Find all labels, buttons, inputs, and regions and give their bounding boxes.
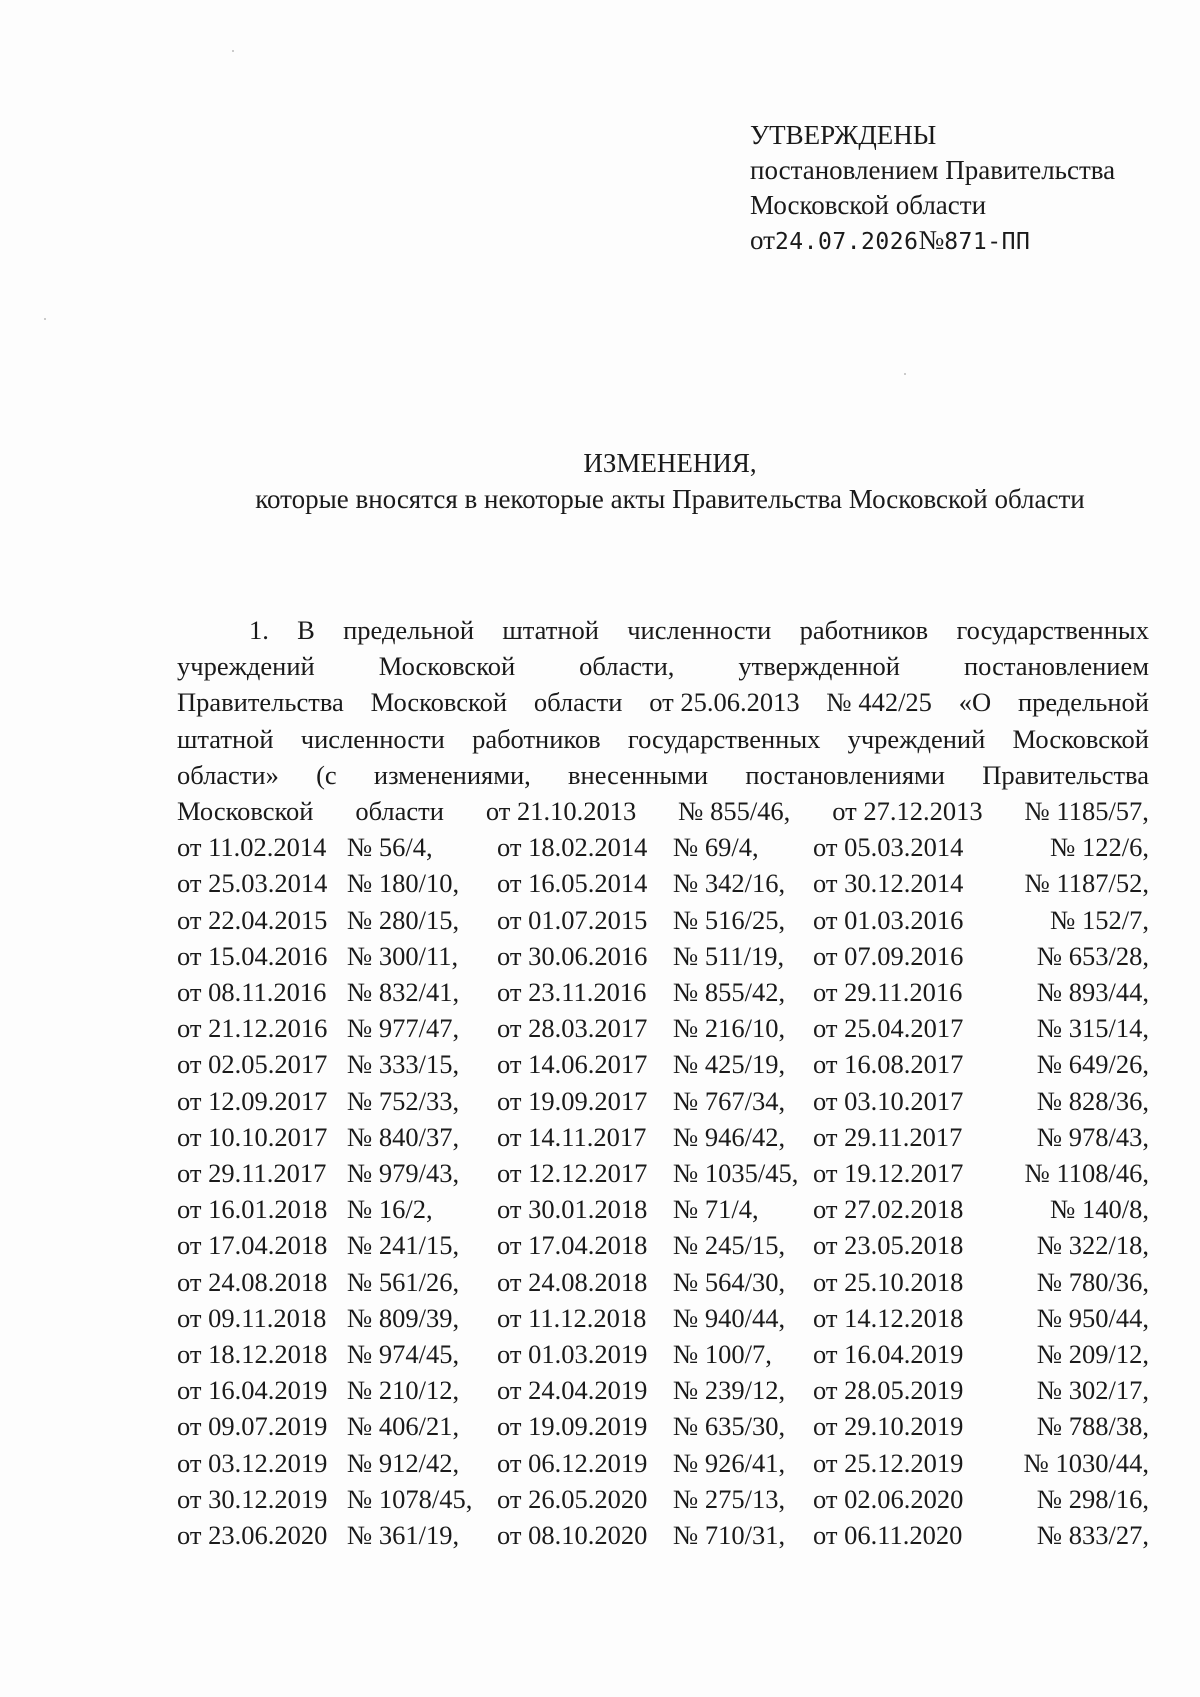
paragraph-word: области» [177, 759, 279, 790]
reference-number: № 752/33, [347, 1085, 460, 1116]
reference-number: № 16/2, [347, 1194, 433, 1225]
reference-number: № 275/13, [673, 1483, 786, 1514]
reference-number: № 978/43, [1036, 1121, 1149, 1152]
reference-row [177, 1119, 1149, 1155]
reference-date: от 01.03.2016 [813, 904, 964, 935]
paragraph-line [177, 684, 1149, 720]
reference-date: от 24.04.2019 [497, 1375, 648, 1406]
reference-date: от 25.03.2014 [177, 868, 328, 899]
reference-number: № 140/8, [1050, 1194, 1149, 1225]
paragraph-word: постановлениями [745, 759, 945, 790]
reference-date: от 23.05.2018 [813, 1230, 964, 1261]
reference-number: № 342/16, [673, 868, 786, 899]
paragraph-word: учреждений [847, 723, 986, 754]
reference-date: от 02.05.2017 [177, 1049, 328, 1080]
paragraph-word: штатной [177, 723, 274, 754]
paragraph-word: № 442/25 [826, 687, 932, 718]
reference-date: от 26.05.2020 [497, 1483, 648, 1514]
approval-date: 24.07.2026 [774, 229, 919, 255]
reference-number: № 767/34, [673, 1085, 786, 1116]
paragraph-word: государственных [956, 615, 1149, 645]
reference-number: № 926/41, [673, 1447, 786, 1478]
reference-date: от 14.06.2017 [497, 1049, 648, 1080]
reference-date: от 03.12.2019 [177, 1447, 328, 1478]
document-title: ИЗМЕНЕНИЯ, [583, 448, 757, 478]
reference-number: № 653/28, [1036, 940, 1149, 971]
paragraph-word: В [297, 615, 315, 645]
reference-number: № 322/18, [1036, 1230, 1149, 1261]
reference-number: № 979/43, [347, 1158, 460, 1189]
reference-date: от 18.12.2018 [177, 1339, 328, 1370]
approval-date-prefix: от [750, 225, 775, 255]
reference-date: от 12.09.2017 [177, 1085, 328, 1116]
reference-number: № 180/10, [347, 868, 460, 899]
reference-date: от 12.12.2017 [497, 1158, 648, 1189]
reference-row [177, 829, 1149, 865]
paragraph-word: штатной [502, 615, 599, 645]
paragraph-word: предельной [343, 615, 475, 645]
approval-line-1: постановлением Правительства [750, 155, 1116, 185]
reference-date: от 23.11.2016 [497, 977, 647, 1008]
reference-number: № 833/27, [1036, 1520, 1149, 1551]
reference-number: № 855/42, [673, 977, 786, 1008]
reference-number: № 245/15, [673, 1230, 786, 1261]
approval-stamp-block [750, 118, 1115, 260]
reference-row [177, 1300, 1149, 1336]
reference-number: № 361/19, [347, 1520, 460, 1551]
scan-speck [232, 50, 234, 52]
reference-number: № 788/38, [1036, 1411, 1149, 1442]
reference-date: от 02.06.2020 [813, 1483, 964, 1514]
reference-date: от 27.02.2018 [813, 1194, 964, 1225]
reference-number: № 977/47, [347, 1013, 460, 1044]
reference-number: № 100/7, [673, 1339, 772, 1370]
reference-date: от 11.12.2018 [497, 1302, 647, 1333]
reference-date: от 28.03.2017 [497, 1013, 648, 1044]
reference-date: от 15.04.2016 [177, 940, 328, 971]
reference-date: от 14.12.2018 [813, 1302, 964, 1333]
reference-row [177, 1046, 1149, 1082]
reference-number: № 974/45, [347, 1339, 460, 1370]
reference-number: № 780/36, [1036, 1266, 1149, 1297]
reference-number: № 298/16, [1036, 1483, 1149, 1514]
paragraph-line [177, 757, 1149, 793]
reference-date: от 30.01.2018 [497, 1194, 648, 1225]
reference-row [177, 1010, 1149, 1046]
reference-row [177, 974, 1149, 1010]
reference-date: от 08.10.2020 [497, 1520, 648, 1551]
reference-number: № 239/12, [673, 1375, 786, 1406]
reference-date: от 16.04.2019 [177, 1375, 328, 1406]
reference-number: № 561/26, [347, 1266, 460, 1297]
reference-number: № 828/36, [1036, 1085, 1149, 1116]
reference-date: от 07.09.2016 [813, 940, 964, 971]
reference-number: № 122/6, [1050, 832, 1149, 863]
reference-number: № 1108/46, [1024, 1158, 1149, 1189]
reference-date: от 21.12.2016 [177, 1013, 328, 1044]
approval-number-prefix: № [918, 225, 945, 255]
reference-number: № 209/12, [1036, 1339, 1149, 1370]
reference-row [177, 1481, 1149, 1517]
paragraph-line [177, 612, 1149, 648]
paragraph-line [177, 793, 1149, 829]
reference-number: № 1187/52, [1024, 868, 1149, 899]
paragraph-word: области [533, 687, 623, 718]
reference-date: от 01.07.2015 [497, 904, 648, 935]
reference-row [177, 902, 1149, 938]
paragraph-word: предельной [1017, 687, 1149, 718]
reference-number: № 333/15, [347, 1049, 460, 1080]
reference-date: от 06.12.2019 [497, 1447, 648, 1478]
paragraph-word: Московской [1012, 723, 1149, 754]
reference-date: от 16.08.2017 [813, 1049, 964, 1080]
reference-number: № 280/15, [347, 904, 460, 935]
paragraph-word: Правительства [982, 759, 1149, 790]
scan-speck [44, 318, 46, 320]
reference-date: от 30.12.2019 [177, 1483, 328, 1514]
paragraph-word: численности [627, 615, 772, 645]
paragraph-word: Московской [370, 687, 508, 718]
reference-row [177, 1155, 1149, 1191]
reference-number: № 152/7, [1050, 904, 1149, 935]
reference-number: № 1030/44, [1023, 1447, 1149, 1478]
reference-date: от 17.04.2018 [497, 1230, 648, 1261]
reference-date: от 25.04.2017 [813, 1013, 964, 1044]
reference-date: от 19.09.2019 [497, 1411, 648, 1442]
reference-number: № 300/11, [347, 940, 459, 971]
reference-number: № 946/42, [673, 1121, 786, 1152]
reference-row [177, 1517, 1149, 1553]
reference-date: от 16.05.2014 [497, 868, 648, 899]
reference-date: от 10.10.2017 [177, 1121, 328, 1152]
reference-number: № 564/30, [673, 1266, 786, 1297]
reference-row [177, 1445, 1149, 1481]
paragraph-word: постановлением [963, 651, 1149, 682]
reference-date: от 17.04.2018 [177, 1230, 328, 1261]
reference-number: № 516/25, [673, 904, 786, 935]
approval-heading: УТВЕРЖДЕНЫ [750, 120, 937, 150]
paragraph-word: 1. [249, 615, 269, 645]
reference-number: № 950/44, [1036, 1302, 1149, 1333]
reference-date: от 29.11.2017 [813, 1121, 963, 1152]
reference-date: от 11.02.2014 [177, 832, 327, 863]
reference-number: № 210/12, [347, 1375, 460, 1406]
paragraph-word: области [355, 796, 444, 827]
paragraph-1 [177, 612, 1149, 1553]
paragraph-word: работников [799, 615, 929, 645]
paragraph-line [177, 648, 1149, 684]
document-heading [0, 445, 1200, 517]
reference-date: от 29.11.2016 [813, 977, 963, 1008]
reference-number: № 406/21, [347, 1411, 460, 1442]
reference-date: от 01.03.2019 [497, 1339, 648, 1370]
reference-row [177, 1336, 1149, 1372]
reference-date: от 08.11.2016 [177, 977, 327, 1008]
reference-row [177, 1408, 1149, 1444]
reference-number: № 216/10, [673, 1013, 786, 1044]
reference-date: от 03.10.2017 [813, 1085, 964, 1116]
reference-date: от 25.10.2018 [813, 1266, 964, 1297]
reference-number: № 71/4, [673, 1194, 759, 1225]
reference-date: от 24.08.2018 [177, 1266, 328, 1297]
reference-date: от 06.11.2020 [813, 1520, 963, 1551]
reference-date: от 22.04.2015 [177, 904, 328, 935]
reference-date: от 16.01.2018 [177, 1194, 328, 1225]
reference-date: от 14.11.2017 [497, 1121, 647, 1152]
paragraph-word: численности [300, 723, 445, 754]
paragraph-word: (с [316, 759, 337, 790]
reference-row [177, 865, 1149, 901]
paragraph-word: № 855/46, [678, 796, 791, 827]
document-subtitle: которые вносятся в некоторые акты Правительства Московской области [255, 484, 1085, 514]
reference-date: от 09.11.2018 [177, 1302, 327, 1333]
reference-row [177, 1227, 1149, 1263]
reference-date: от 09.07.2019 [177, 1411, 328, 1442]
reference-date: от 05.03.2014 [813, 832, 964, 863]
reference-number: № 425/19, [673, 1049, 786, 1080]
reference-date: от 25.12.2019 [813, 1447, 964, 1478]
reference-row [177, 938, 1149, 974]
reference-number: № 809/39, [347, 1302, 460, 1333]
reference-number: № 315/14, [1036, 1013, 1149, 1044]
reference-number: № 302/17, [1036, 1375, 1149, 1406]
paragraph-word: области, [579, 651, 675, 682]
paragraph-word: изменениями, [373, 759, 531, 790]
reference-number: № 69/4, [673, 832, 759, 863]
reference-date: от 16.04.2019 [813, 1339, 964, 1370]
reference-number: № 893/44, [1036, 977, 1149, 1008]
reference-row [177, 1372, 1149, 1408]
approval-date-line [750, 223, 1115, 260]
reference-number: № 912/42, [347, 1447, 460, 1478]
reference-number: № 241/15, [347, 1230, 460, 1261]
paragraph-word: учреждений [177, 651, 315, 682]
paragraph-word: утвержденной [738, 651, 900, 682]
reference-date: от 28.05.2019 [813, 1375, 964, 1406]
reference-number: № 832/41, [347, 977, 460, 1008]
paragraph-word: государственных [627, 723, 821, 754]
reference-number: № 1078/45, [347, 1483, 473, 1514]
paragraph-word: от 25.06.2013 [649, 687, 800, 718]
reference-row [177, 1191, 1149, 1227]
scan-speck [904, 373, 906, 375]
paragraph-word: от 21.10.2013 [485, 796, 637, 827]
paragraph-line [177, 721, 1149, 757]
approval-line-2: Московской области [750, 190, 987, 220]
reference-number: № 710/31, [673, 1520, 786, 1551]
reference-date: от 23.06.2020 [177, 1520, 328, 1551]
reference-date: от 30.12.2014 [813, 868, 964, 899]
reference-date: от 30.06.2016 [497, 940, 648, 971]
reference-number: № 649/26, [1036, 1049, 1149, 1080]
reference-number: № 635/30, [673, 1411, 786, 1442]
reference-number: № 511/19, [673, 940, 785, 971]
paragraph-word: работников [472, 723, 601, 754]
reference-number: № 1035/45, [673, 1158, 799, 1189]
reference-number: № 56/4, [347, 832, 433, 863]
reference-date: от 19.12.2017 [813, 1158, 964, 1189]
paragraph-word: Московской [378, 651, 516, 682]
reference-date: от 24.08.2018 [497, 1266, 648, 1297]
reference-number: № 940/44, [673, 1302, 786, 1333]
reference-date: от 19.09.2017 [497, 1085, 648, 1116]
paragraph-word: Правительства [177, 687, 344, 718]
reference-date: от 29.10.2019 [813, 1411, 964, 1442]
reference-row [177, 1083, 1149, 1119]
paragraph-word: от 27.12.2013 [832, 796, 983, 827]
approval-number: 871-ПП [944, 229, 1031, 255]
paragraph-word: Московской [177, 796, 314, 827]
reference-date: от 29.11.2017 [177, 1158, 327, 1189]
paragraph-word: «О [958, 687, 992, 718]
reference-date: от 18.02.2014 [497, 832, 648, 863]
paragraph-word: № 1185/57, [1024, 796, 1149, 827]
paragraph-word: внесенными [568, 759, 709, 790]
reference-number: № 840/37, [347, 1121, 460, 1152]
reference-row [177, 1264, 1149, 1300]
